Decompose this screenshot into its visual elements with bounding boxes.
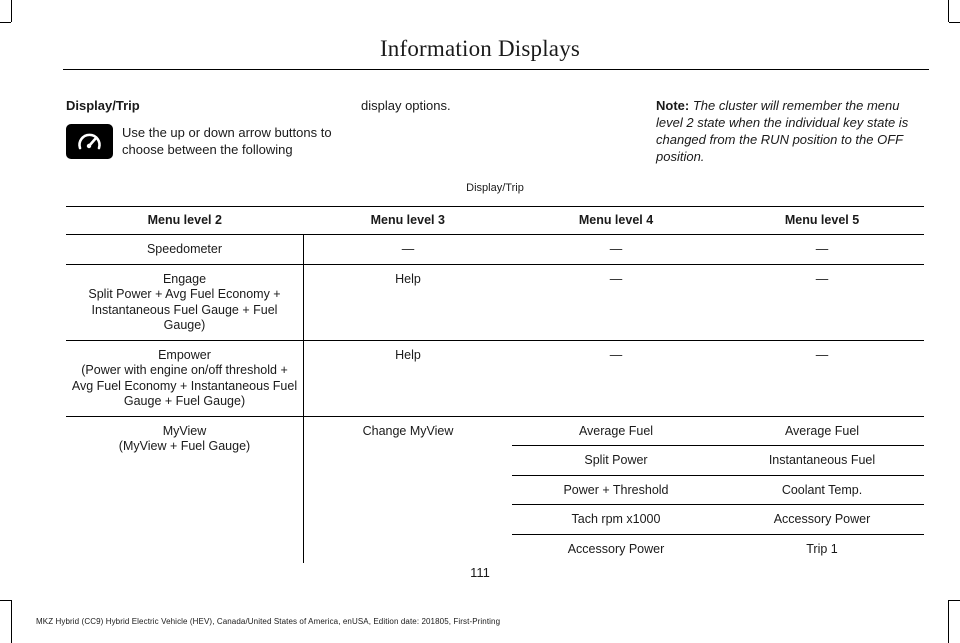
table-cell: — (304, 235, 513, 265)
page-number: 111 (470, 565, 490, 580)
table-cell: — (512, 264, 720, 340)
crop-mark (948, 600, 949, 643)
table-row (66, 416, 924, 446)
table-row (66, 264, 924, 340)
table-cell: Trip 1 (806, 541, 838, 556)
table-cell: Coolant Temp. (720, 475, 924, 505)
display-trip-table (66, 173, 924, 563)
table-cell: Help (304, 264, 513, 340)
crop-mark (11, 0, 12, 22)
table-cell: — (512, 235, 720, 265)
crop-mark (948, 0, 949, 22)
note-text: The cluster will remember the menu level 2 state when the individual key state is changed from the RUN position to the OFF position. (656, 98, 909, 164)
footer-text: MKZ Hybrid (CC9) Hybrid Electric Vehicle (HEV), Canada/United States of America, enUSA, Edition date: 201805, First-Printing (36, 617, 501, 626)
note-paragraph (656, 97, 928, 165)
cell-text: Empower (Power with engine on/off threshold + Avg Fuel Economy + Instantaneous Fuel Gauge + Fuel Gauge) (71, 347, 298, 408)
crop-mark (949, 600, 960, 601)
continuation-text: display options. (361, 98, 451, 113)
column-header: Menu level 5 (720, 206, 924, 235)
table-cell: Split Power (512, 446, 720, 476)
table-cell: — (512, 340, 720, 416)
table-cell: Tach rpm x1000 (512, 505, 720, 535)
table-caption: Display/Trip (66, 173, 924, 206)
header-divider (63, 69, 929, 70)
cell-text: Engage Split Power + Avg Fuel Economy + Instantaneous Fuel Gauge + Fuel Gauge) (88, 271, 281, 332)
crop-mark (0, 600, 11, 601)
table-cell: Instantaneous Fuel (720, 446, 924, 476)
column-header: Menu level 3 (304, 206, 513, 235)
table-row (66, 235, 924, 265)
table-row (66, 340, 924, 416)
table-cell: Accessory Power (720, 505, 924, 535)
note-label: Note: (656, 98, 690, 113)
table-cell: Speedometer (66, 235, 304, 265)
table-cell: Accessory Power (567, 541, 665, 556)
table-cell (66, 340, 304, 416)
column-header: Menu level 2 (66, 206, 304, 235)
crop-mark (0, 22, 11, 23)
gauge-icon (66, 124, 113, 159)
intro-text: Use the up or down arrow buttons to choose between the following (122, 125, 332, 157)
table-cell: — (720, 340, 924, 416)
page-title: Information Displays (379, 36, 581, 61)
table-cell (66, 264, 304, 340)
crop-mark (11, 600, 12, 643)
section-heading: Display/Trip (66, 98, 140, 113)
crop-mark (949, 22, 960, 23)
section-heading-wrapper (66, 97, 140, 114)
table-cell: Average Fuel (512, 416, 720, 446)
table-cell: — (720, 235, 924, 265)
table-cell: Power + Threshold (512, 475, 720, 505)
table-cell (66, 416, 304, 563)
cell-text: MyView (MyView + Fuel Gauge) (118, 423, 251, 453)
table-cell: — (720, 264, 924, 340)
table-cell: Help (304, 340, 513, 416)
table-cell: Change MyView (304, 416, 513, 563)
column-header: Menu level 4 (512, 206, 720, 235)
table-cell: Average Fuel (720, 416, 924, 446)
